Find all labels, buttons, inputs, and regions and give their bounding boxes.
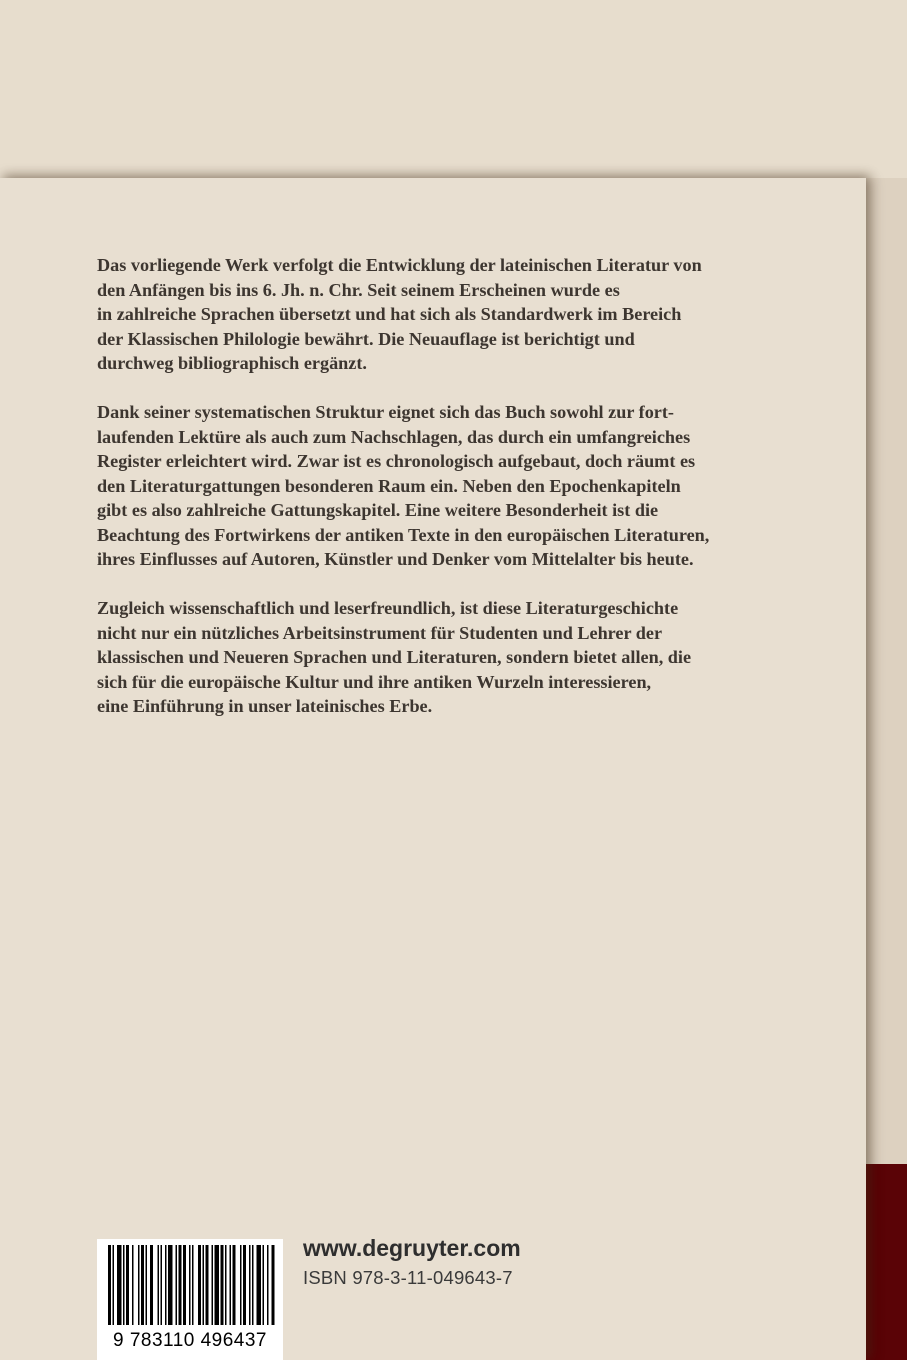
barcode-bar	[225, 1245, 227, 1325]
blurb-paragraph-1	[97, 253, 817, 376]
blurb-line: ihres Einflusses auf Autoren, Künstler und Denker vom Mittelalter bis heute.	[97, 549, 694, 569]
barcode-bar	[179, 1245, 182, 1325]
barcode-bar	[117, 1245, 122, 1325]
barcode-bar	[183, 1245, 186, 1325]
blurb-line: in zahlreiche Sprachen übersetzt und hat sich als Standardwerk im Bereich	[97, 304, 682, 324]
blurb-text	[97, 253, 817, 743]
barcode-bar	[215, 1245, 220, 1325]
barcode-bar	[252, 1245, 254, 1325]
isbn-number: ISBN 978-3-11-049643-7	[303, 1267, 513, 1288]
accent-stripe	[866, 1164, 907, 1360]
blurb-line: den Literaturgattungen besonderen Raum ein. Neben den Epochenkapiteln	[97, 475, 681, 496]
blurb-line: Dank seiner systematischen Struktur eignet sich das Buch sowohl zur fort-	[97, 402, 674, 422]
barcode-bar	[203, 1245, 205, 1325]
barcode-bar	[198, 1245, 201, 1325]
barcode-digits: 9 783110 496437	[112, 1330, 268, 1351]
barcode-bar	[221, 1245, 224, 1325]
barcode-bar	[240, 1245, 242, 1325]
barcode-bar	[230, 1245, 232, 1325]
blurb-line: Das vorliegende Werk verfolgt die Entwicklung der lateinischen Literatur von	[97, 255, 702, 275]
barcode-bar	[206, 1245, 209, 1325]
barcode-bar	[150, 1245, 153, 1325]
blurb-line: klassischen und Neueren Sprachen und Literaturen, sondern bietet allen, die	[97, 647, 692, 667]
barcode-bar	[189, 1245, 191, 1325]
barcode-bar	[123, 1245, 125, 1325]
barcode-bar	[249, 1245, 251, 1325]
barcode-bar	[212, 1245, 214, 1325]
barcode-bar	[158, 1245, 160, 1325]
barcode-bar	[108, 1245, 111, 1325]
barcode-bar	[168, 1245, 173, 1325]
cover-top-band	[0, 0, 907, 178]
blurb-line: Register erleichtert wird. Zwar ist es chronologisch aufgebaut, doch räumt es	[97, 451, 696, 471]
barcode-bar	[146, 1245, 148, 1325]
blurb-line: der Klassischen Philologie bewährt. Die Neuauflage ist berichtigt und	[97, 328, 635, 349]
barcode-bars	[97, 1239, 283, 1334]
barcode-bar	[161, 1245, 163, 1325]
barcode-bar	[263, 1245, 265, 1325]
blurb-line: sich für die europäische Kultur und ihre antiken Wurzeln interessieren,	[97, 671, 652, 692]
blurb-line: laufenden Lektüre als auch zum Nachschlagen, das durch ein umfangreiches	[97, 426, 691, 447]
barcode-bar	[233, 1245, 236, 1325]
publisher-url[interactable]: www.degruyter.com	[303, 1235, 521, 1261]
blurb-line: gibt es also zahlreiche Gattungskapitel. Eine weitere Besonderheit ist die	[97, 500, 659, 520]
barcode-bar	[126, 1245, 129, 1325]
blurb-line: Beachtung des Fortwirkens der antiken Texte in den europäischen Literaturen,	[97, 524, 710, 545]
barcode-bar	[138, 1245, 140, 1325]
isbn-barcode	[97, 1239, 283, 1360]
barcode-bar	[176, 1245, 178, 1325]
blurb-line: Zugleich wissenschaftlich und leserfreundlich, ist diese Literaturgeschichte	[97, 598, 679, 618]
barcode-bar	[267, 1245, 269, 1325]
barcode-bar	[141, 1245, 144, 1325]
blurb-line: den Anfängen bis ins 6. Jh. n. Chr. Seit seinem Erscheinen wurde es	[97, 279, 620, 300]
blurb-line: durchweg bibliographisch ergänzt.	[97, 353, 367, 373]
barcode-bar	[113, 1245, 115, 1325]
barcode-bar	[272, 1245, 275, 1325]
blurb-line: nicht nur ein nützliches Arbeitsinstrument für Studenten und Lehrer der	[97, 622, 663, 643]
barcode-bar	[243, 1245, 246, 1325]
blurb-line: eine Einführung in unser lateinisches Erbe.	[97, 696, 433, 716]
barcode-bar	[192, 1245, 194, 1325]
blurb-paragraph-2	[97, 400, 817, 572]
barcode-bar	[132, 1245, 134, 1325]
barcode-bar	[257, 1245, 262, 1325]
barcode-bar	[165, 1245, 167, 1325]
blurb-paragraph-3	[97, 596, 817, 719]
